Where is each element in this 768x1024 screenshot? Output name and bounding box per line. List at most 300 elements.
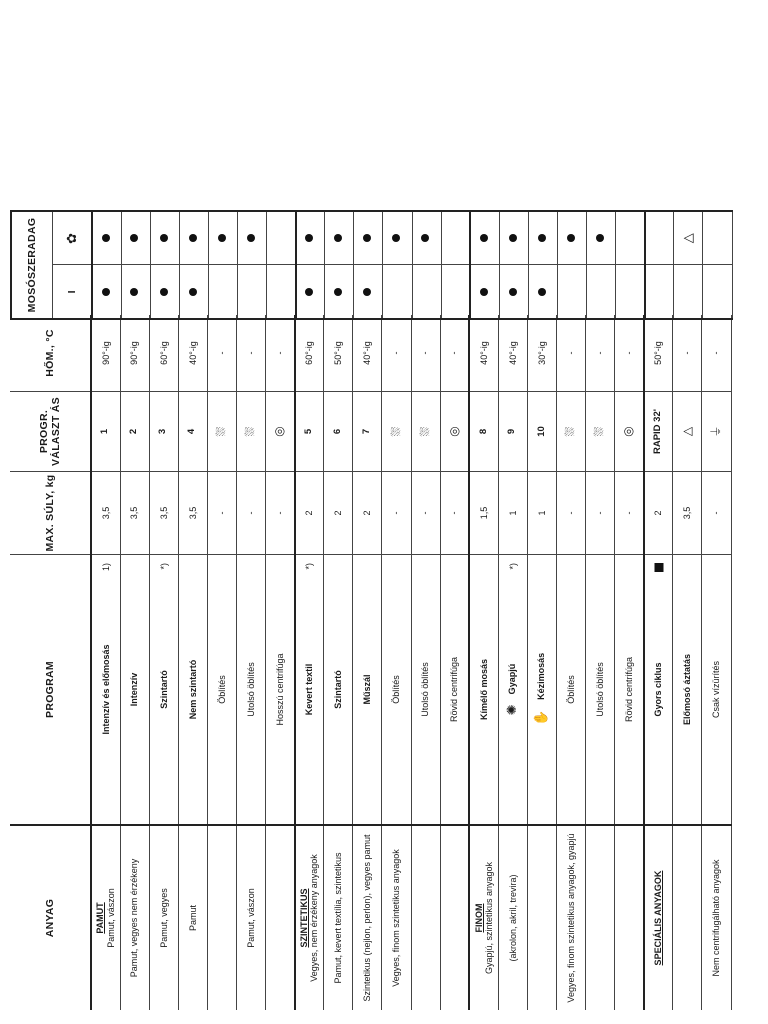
cell-max-suly: 3,5 bbox=[120, 472, 149, 555]
program-table bbox=[10, 329, 723, 1010]
anyag-text: Vegyes, finom szintetikus anyagok bbox=[391, 849, 402, 987]
cell-max-suly: 3,5 bbox=[178, 472, 207, 555]
anyag-text: Gyapjú, szintetikus anyagok bbox=[484, 861, 495, 975]
header-moszeradag: MOSÓSZERADAG bbox=[11, 211, 53, 319]
program-number: 3 bbox=[157, 428, 169, 435]
program-footnote: 1) bbox=[100, 563, 111, 572]
cell-progr bbox=[178, 392, 207, 472]
cell-progr bbox=[236, 392, 265, 472]
detergent-row bbox=[208, 211, 237, 319]
cell-compartment-i bbox=[150, 265, 179, 319]
spin-icon: ◎ bbox=[446, 426, 461, 437]
table-row bbox=[615, 315, 644, 1010]
cell-hom: - bbox=[557, 315, 586, 392]
cell-max-suly: - bbox=[615, 472, 644, 555]
cell-hom: 50°-ig bbox=[324, 315, 353, 392]
anyag-group-title: PAMUT bbox=[95, 902, 106, 934]
cell-anyag bbox=[615, 825, 644, 1010]
anyag-text: Nem centrifugálható anyagok bbox=[711, 859, 722, 977]
table-row bbox=[644, 315, 673, 1010]
cell-anyag bbox=[557, 825, 586, 1010]
cell-compartment-i bbox=[528, 265, 557, 319]
cell-progr bbox=[295, 392, 324, 472]
cell-compartment-i bbox=[499, 265, 528, 319]
cell-anyag bbox=[236, 825, 265, 1010]
dot-icon bbox=[160, 234, 168, 242]
table-row bbox=[353, 315, 382, 1010]
cell-compartment-i bbox=[674, 265, 703, 319]
cell-max-suly: 2 bbox=[324, 472, 353, 555]
dot-icon bbox=[334, 288, 342, 296]
cell-anyag bbox=[266, 825, 295, 1010]
cell-program bbox=[702, 555, 731, 826]
cell-max-suly: - bbox=[586, 472, 615, 555]
cell-compartment-flower bbox=[674, 211, 703, 265]
dot-icon bbox=[509, 234, 517, 242]
detergent-row bbox=[412, 211, 441, 319]
cell-anyag bbox=[207, 825, 236, 1010]
cell-hom: - bbox=[207, 315, 236, 392]
cell-hom: 60°-ig bbox=[295, 315, 324, 392]
cell-hom: 40°-ig bbox=[178, 315, 207, 392]
cell-program bbox=[382, 555, 411, 826]
detergent-row bbox=[237, 211, 266, 319]
cell-hom: 40°-ig bbox=[469, 315, 498, 392]
table-row bbox=[120, 315, 149, 1010]
table-row bbox=[295, 315, 324, 1010]
cell-compartment-i bbox=[354, 265, 383, 319]
cell-hom: - bbox=[411, 315, 440, 392]
cell-max-suly: 3,5 bbox=[673, 472, 702, 555]
cell-progr bbox=[382, 392, 411, 472]
cell-max-suly: - bbox=[411, 472, 440, 555]
dot-icon bbox=[189, 288, 197, 296]
cell-compartment-i bbox=[296, 265, 325, 319]
cell-hom: 90°-ig bbox=[120, 315, 149, 392]
wool-icon: ✺ bbox=[504, 704, 520, 716]
anyag-text: Pamut, vászon bbox=[245, 888, 256, 948]
cell-hom: 90°-ig bbox=[91, 315, 120, 392]
detergent-row bbox=[645, 211, 674, 319]
cell-anyag bbox=[586, 825, 615, 1010]
program-label: Nem szintartó bbox=[187, 659, 198, 720]
header-program: PROGRAM bbox=[10, 555, 91, 826]
anyag-text: Pamut, vászon bbox=[105, 888, 116, 948]
program-label: Hosszú centrifúga bbox=[274, 653, 285, 726]
cell-max-suly: - bbox=[440, 472, 469, 555]
dot-icon bbox=[509, 288, 517, 296]
handwash-icon: ✋ bbox=[533, 709, 549, 727]
cell-compartment-i bbox=[383, 265, 412, 319]
cell-compartment-i bbox=[441, 265, 470, 319]
program-footnote: *) bbox=[158, 563, 169, 570]
cell-compartment-flower bbox=[296, 211, 325, 265]
cell-program bbox=[498, 555, 527, 826]
program-label: Rövid centrifúga bbox=[449, 656, 460, 723]
last-rinse-icon: ⛆ bbox=[592, 426, 607, 437]
cell-progr bbox=[586, 392, 615, 472]
table-row bbox=[586, 315, 615, 1010]
dot-icon bbox=[160, 288, 168, 296]
cell-max-suly: 1 bbox=[498, 472, 527, 555]
dot-icon bbox=[480, 234, 488, 242]
detergent-row bbox=[528, 211, 557, 319]
dot-icon bbox=[189, 234, 197, 242]
cell-anyag bbox=[498, 825, 527, 1010]
header-hom: HŐM., °C bbox=[10, 315, 91, 392]
cell-compartment-flower bbox=[528, 211, 557, 265]
cell-compartment-flower bbox=[208, 211, 237, 265]
cell-compartment-i bbox=[121, 265, 150, 319]
anyag-text: Pamut, kevert textília, szintetikus bbox=[333, 852, 344, 984]
detergent-table-grid bbox=[10, 210, 733, 320]
cell-hom: - bbox=[586, 315, 615, 392]
cell-max-suly: 2 bbox=[644, 472, 673, 555]
cell-progr bbox=[207, 392, 236, 472]
cell-progr bbox=[702, 392, 731, 472]
dot-icon bbox=[421, 234, 429, 242]
cell-anyag bbox=[353, 825, 382, 1010]
table-row bbox=[178, 315, 207, 1010]
cell-program bbox=[353, 555, 382, 826]
cell-progr bbox=[615, 392, 644, 472]
cell-compartment-i bbox=[645, 265, 674, 319]
cell-max-suly: 2 bbox=[295, 472, 324, 555]
cell-compartment-i bbox=[703, 265, 732, 319]
dot-icon bbox=[480, 288, 488, 296]
cell-program bbox=[120, 555, 149, 826]
table-row bbox=[382, 315, 411, 1010]
table-row bbox=[149, 315, 178, 1010]
program-label: Szintartó bbox=[158, 670, 169, 709]
program-label: Gyors ciklus bbox=[653, 662, 664, 717]
cell-anyag bbox=[295, 825, 324, 1010]
program-label: Gyapjú bbox=[507, 663, 518, 695]
cell-progr bbox=[120, 392, 149, 472]
cell-program bbox=[673, 555, 702, 826]
dot-icon bbox=[567, 234, 575, 242]
rinse-icon: ⛆ bbox=[388, 426, 403, 437]
program-number: 8 bbox=[477, 428, 489, 435]
cell-compartment-i bbox=[208, 265, 237, 319]
cell-max-suly: - bbox=[207, 472, 236, 555]
cell-program bbox=[411, 555, 440, 826]
cell-compartment-i bbox=[179, 265, 208, 319]
cell-max-suly: 2 bbox=[353, 472, 382, 555]
program-footnote: *) bbox=[507, 563, 518, 570]
cell-program bbox=[236, 555, 265, 826]
cell-compartment-i bbox=[616, 265, 645, 319]
table-row bbox=[207, 315, 236, 1010]
dot-icon bbox=[305, 234, 313, 242]
cell-anyag bbox=[120, 825, 149, 1010]
detergent-row bbox=[470, 211, 499, 319]
cell-max-suly: 1 bbox=[527, 472, 556, 555]
detergent-header-row bbox=[11, 211, 53, 319]
triangle-icon: △ bbox=[679, 233, 695, 244]
cell-program bbox=[440, 555, 469, 826]
cell-compartment-flower bbox=[703, 211, 732, 265]
cell-anyag bbox=[324, 825, 353, 1010]
cell-anyag bbox=[411, 825, 440, 1010]
dot-icon bbox=[363, 234, 371, 242]
cell-max-suly: - bbox=[266, 472, 295, 555]
drain-icon: ⏚ bbox=[708, 425, 723, 438]
table-row bbox=[411, 315, 440, 1010]
cell-hom: - bbox=[702, 315, 731, 392]
rinse-icon: ⛆ bbox=[214, 426, 229, 437]
cell-program bbox=[644, 555, 673, 826]
cell-program bbox=[615, 555, 644, 826]
cell-compartment-flower bbox=[558, 211, 587, 265]
detergent-row bbox=[354, 211, 383, 319]
anyag-text: Vegyes, nem érzékeny anyagok bbox=[309, 854, 320, 982]
program-number: 6 bbox=[331, 428, 343, 435]
cell-progr bbox=[411, 392, 440, 472]
cell-program bbox=[557, 555, 586, 826]
program-number: 4 bbox=[186, 428, 198, 435]
detergent-row bbox=[441, 211, 470, 319]
square-icon bbox=[654, 563, 663, 572]
detergent-row bbox=[296, 211, 325, 319]
program-number: 5 bbox=[303, 428, 315, 435]
detergent-row bbox=[150, 211, 179, 319]
cell-hom: 50°-ig bbox=[644, 315, 673, 392]
table-row bbox=[324, 315, 353, 1010]
program-label: Kézimosás bbox=[536, 652, 547, 700]
cell-program bbox=[469, 555, 498, 826]
dot-icon bbox=[538, 288, 546, 296]
cell-program bbox=[266, 555, 295, 826]
cell-compartment-flower bbox=[267, 211, 296, 265]
cell-hom: 30°-ig bbox=[527, 315, 556, 392]
last-rinse-icon: ⛆ bbox=[243, 426, 258, 437]
program-number: 9 bbox=[506, 428, 518, 435]
table-row bbox=[91, 315, 120, 1010]
cell-compartment-flower bbox=[645, 211, 674, 265]
cell-compartment-i bbox=[267, 265, 296, 319]
program-table-grid bbox=[10, 315, 732, 1010]
detergent-row bbox=[703, 211, 732, 319]
cell-compartment-i bbox=[587, 265, 616, 319]
detergent-subheader-row bbox=[53, 211, 93, 319]
cell-anyag bbox=[149, 825, 178, 1010]
cell-progr bbox=[266, 392, 295, 472]
cell-compartment-flower bbox=[150, 211, 179, 265]
cell-anyag bbox=[178, 825, 207, 1010]
cell-max-suly: - bbox=[557, 472, 586, 555]
program-label: Kímélő mosás bbox=[478, 658, 489, 721]
cell-progr bbox=[527, 392, 556, 472]
cell-max-suly: 3,5 bbox=[91, 472, 120, 555]
cell-compartment-i bbox=[558, 265, 587, 319]
table-row bbox=[440, 315, 469, 1010]
cell-compartment-flower bbox=[616, 211, 645, 265]
cell-anyag bbox=[673, 825, 702, 1010]
spin-icon: ◎ bbox=[621, 426, 636, 437]
program-label: Rövid centrifúga bbox=[623, 656, 634, 723]
dot-icon bbox=[102, 288, 110, 296]
detergent-row bbox=[267, 211, 296, 319]
program-label: Intenzív bbox=[129, 672, 140, 707]
detergent-row bbox=[616, 211, 645, 319]
table-row bbox=[557, 315, 586, 1010]
program-label: Műszál bbox=[362, 674, 373, 705]
cell-program bbox=[207, 555, 236, 826]
header-compartment-i: I bbox=[53, 265, 93, 319]
dot-icon bbox=[392, 234, 400, 242]
anyag-group-title: FINOM bbox=[473, 903, 484, 933]
spin-icon: ◎ bbox=[271, 426, 286, 437]
program-label: Csak vízürítés bbox=[711, 661, 722, 719]
anyag-text: Pamut, vegyes nem érzékeny bbox=[129, 858, 140, 978]
program-label: Intenzív és előmosás bbox=[100, 644, 111, 735]
detergent-row bbox=[92, 211, 121, 319]
detergent-row bbox=[179, 211, 208, 319]
program-label: Öblítés bbox=[391, 675, 402, 704]
table-row bbox=[673, 315, 702, 1010]
detergent-row bbox=[383, 211, 412, 319]
cell-max-suly: - bbox=[382, 472, 411, 555]
prewash-icon: △ bbox=[679, 426, 694, 437]
cell-program bbox=[149, 555, 178, 826]
cell-compartment-i bbox=[237, 265, 266, 319]
cell-compartment-flower bbox=[470, 211, 499, 265]
dot-icon bbox=[334, 234, 342, 242]
cell-hom: - bbox=[673, 315, 702, 392]
table-row bbox=[469, 315, 498, 1010]
cell-compartment-i bbox=[470, 265, 499, 319]
program-label: Utolsó öblítés bbox=[420, 662, 431, 717]
program-number: 10 bbox=[535, 426, 547, 437]
cell-compartment-i bbox=[92, 265, 121, 319]
cell-progr bbox=[469, 392, 498, 472]
cell-compartment-flower bbox=[325, 211, 354, 265]
dot-icon bbox=[247, 234, 255, 242]
cell-program bbox=[527, 555, 556, 826]
cell-program bbox=[91, 555, 120, 826]
anyag-group-title: SPECIÁLIS ANYAGOK bbox=[653, 870, 664, 966]
cell-hom: - bbox=[440, 315, 469, 392]
table-row bbox=[702, 315, 731, 1010]
detergent-row bbox=[121, 211, 150, 319]
anyag-text: Pamut, vegyes bbox=[158, 888, 169, 948]
program-label: Szintartó bbox=[333, 670, 344, 709]
cell-hom: - bbox=[236, 315, 265, 392]
table-row bbox=[498, 315, 527, 1010]
anyag-text: Vegyes, finom szintetikus anyagok, gyapjú bbox=[565, 833, 576, 1003]
anyag-text: Pamut bbox=[187, 905, 198, 932]
detergent-row bbox=[558, 211, 587, 319]
cell-anyag bbox=[702, 825, 731, 1010]
table-row bbox=[527, 315, 556, 1010]
cell-compartment-flower bbox=[121, 211, 150, 265]
program-label: Kevert textil bbox=[304, 663, 315, 716]
cell-max-suly: 1,5 bbox=[469, 472, 498, 555]
cell-compartment-i bbox=[325, 265, 354, 319]
dot-icon bbox=[102, 234, 110, 242]
dot-icon bbox=[596, 234, 604, 242]
cell-hom: 40°-ig bbox=[498, 315, 527, 392]
rinse-icon: ⛆ bbox=[563, 426, 578, 437]
cell-program bbox=[324, 555, 353, 826]
cell-compartment-flower bbox=[237, 211, 266, 265]
anyag-text: (akrolon, akril, trevira) bbox=[507, 874, 518, 962]
cell-progr bbox=[557, 392, 586, 472]
program-label: Előmosó áztatás bbox=[682, 653, 693, 726]
cell-hom: 40°-ig bbox=[353, 315, 382, 392]
cell-anyag bbox=[469, 825, 498, 1010]
cell-program bbox=[178, 555, 207, 826]
flower-icon: ✿ bbox=[53, 211, 93, 265]
header-anyag: ANYAG bbox=[10, 825, 91, 1010]
program-label: Utolsó öblítés bbox=[594, 662, 605, 717]
program-label: Öblítés bbox=[565, 675, 576, 704]
anyag-group-title: SZINTETIKUS bbox=[299, 888, 310, 948]
program-label: Utolsó öblítés bbox=[245, 662, 256, 717]
cell-compartment-flower bbox=[383, 211, 412, 265]
program-label: Öblítés bbox=[216, 675, 227, 704]
cell-progr bbox=[498, 392, 527, 472]
cell-progr bbox=[440, 392, 469, 472]
dot-icon bbox=[305, 288, 313, 296]
cell-compartment-i bbox=[412, 265, 441, 319]
cell-hom: - bbox=[266, 315, 295, 392]
rotated-table-area bbox=[10, 10, 723, 1010]
detergent-row bbox=[674, 211, 703, 319]
cell-hom: - bbox=[382, 315, 411, 392]
detergent-row bbox=[587, 211, 616, 319]
detergent-table bbox=[10, 210, 720, 320]
program-footnote: *) bbox=[304, 563, 315, 570]
program-number: 7 bbox=[361, 428, 372, 435]
cell-hom: - bbox=[615, 315, 644, 392]
dot-icon bbox=[363, 288, 371, 296]
cell-hom: 60°-ig bbox=[149, 315, 178, 392]
program-number: RAPID 32' bbox=[652, 408, 664, 455]
header-max-suly: MAX. SÚLY, kg bbox=[10, 472, 91, 555]
cell-compartment-flower bbox=[499, 211, 528, 265]
cell-max-suly: 3,5 bbox=[149, 472, 178, 555]
cell-anyag bbox=[440, 825, 469, 1010]
detergent-row bbox=[499, 211, 528, 319]
cell-progr bbox=[353, 392, 382, 472]
dot-icon bbox=[538, 234, 546, 242]
cell-anyag bbox=[527, 825, 556, 1010]
cell-progr bbox=[644, 392, 673, 472]
cell-compartment-flower bbox=[92, 211, 121, 265]
cell-progr bbox=[91, 392, 120, 472]
detergent-row bbox=[325, 211, 354, 319]
program-number: 2 bbox=[128, 428, 140, 435]
cell-anyag bbox=[644, 825, 673, 1010]
cell-progr bbox=[149, 392, 178, 472]
dot-icon bbox=[218, 234, 226, 242]
anyag-text: Szintetikus (nejlon, perlon), vegyes pamut bbox=[362, 834, 373, 1002]
cell-max-suly: - bbox=[236, 472, 265, 555]
cell-compartment-flower bbox=[179, 211, 208, 265]
cell-compartment-flower bbox=[441, 211, 470, 265]
dot-icon bbox=[130, 234, 138, 242]
cell-max-suly: - bbox=[702, 472, 731, 555]
cell-progr bbox=[673, 392, 702, 472]
table-header-row bbox=[10, 315, 91, 1010]
cell-anyag bbox=[91, 825, 120, 1010]
table-row bbox=[236, 315, 265, 1010]
program-number: 1 bbox=[99, 428, 111, 435]
table-row bbox=[266, 315, 295, 1010]
cell-program bbox=[295, 555, 324, 826]
